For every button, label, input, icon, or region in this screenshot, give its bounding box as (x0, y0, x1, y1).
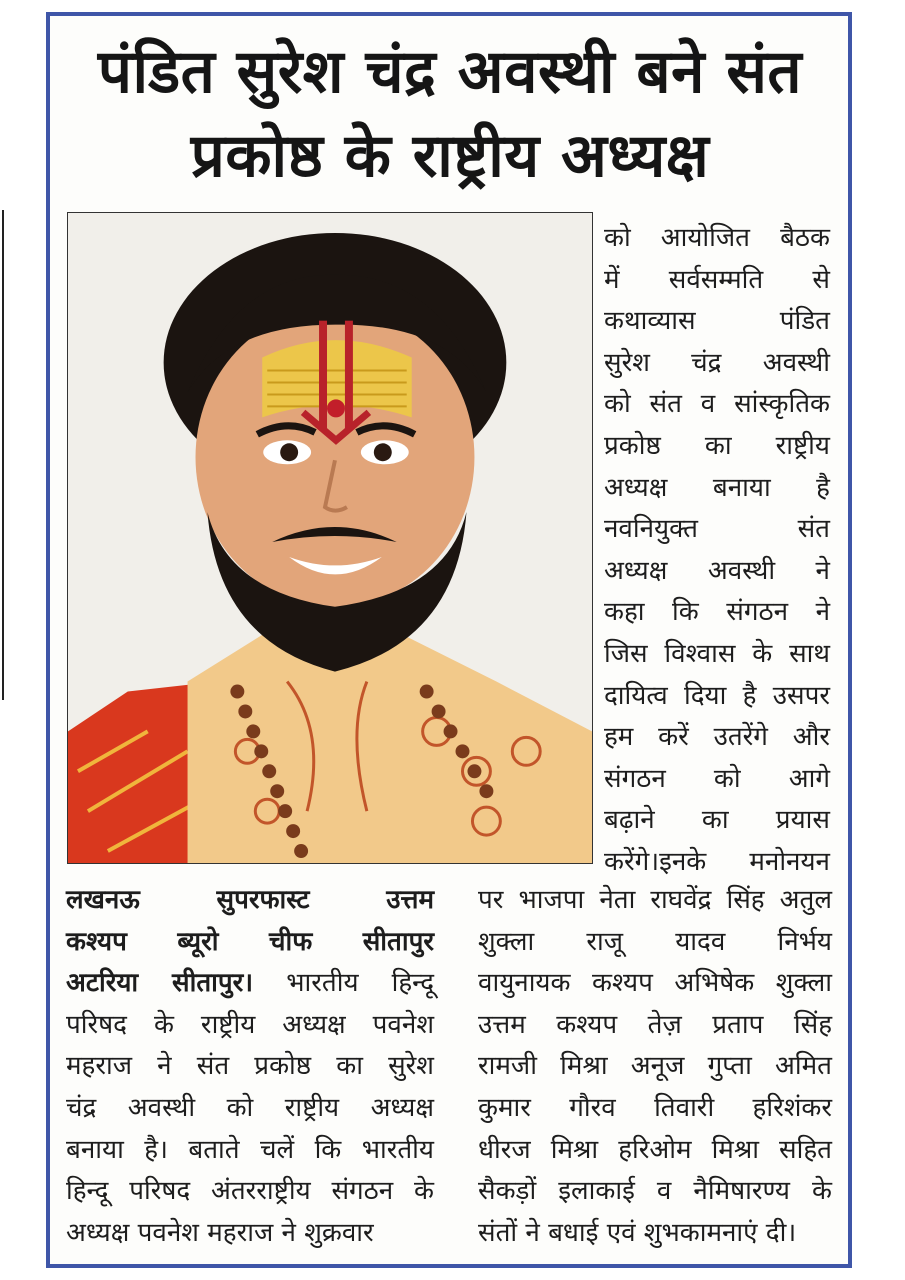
text-line: पर भाजपा नेता राघवेंद्र सिंह अतुल (478, 885, 832, 915)
left-line: परिषद के राष्ट्रीय अध्यक्ष पवनेश (66, 1009, 434, 1040)
text-line: सुरेश चंद्र अवस्थी (604, 347, 830, 378)
text-line: कहा कि संगठन ने (604, 597, 830, 628)
text-line: शुक्ला राजू यादव निर्भय (478, 926, 832, 957)
page-edge-line (2, 210, 4, 700)
text-line: प्रकोष्ठ का राष्ट्रीय (604, 430, 830, 461)
text-line: जिस विश्वास के साथ (604, 638, 830, 669)
text-line: रामजी मिश्रा अनूज गुप्ता अमित (478, 1051, 832, 1082)
text-line: को संत व सांस्कृतिक (604, 389, 830, 420)
text-line: उत्तम कश्यप तेज़ प्रताप सिंह (478, 1009, 832, 1040)
text-line: कुमार गौरव तिवारी हरिशंकर (478, 1092, 832, 1123)
left-line: बनाया है। बताते चलें कि भारतीय (66, 1134, 434, 1165)
dateline-tail: अटरिया सीतापुर। (66, 968, 254, 999)
left-column-text (66, 880, 434, 1254)
article-headline: पंडित सुरेश चंद्र अवस्थी बने संत प्रकोष्ठ के राष्ट्रीय अध्यक्ष (97, 37, 803, 191)
text-line: में सर्वसम्मति से (604, 264, 830, 295)
portrait-illustration (68, 213, 592, 863)
text-line: नवनियुक्त संत (604, 514, 830, 545)
text-line: संतों ने बधाई एवं शुभकामनाएं दी। (478, 1217, 797, 1248)
text-line: वायुनायक कश्यप अभिषेक शुक्ला (478, 968, 832, 999)
text-line: कथाव्यास पंडित (604, 306, 830, 337)
left-line: हिन्दू परिषद अंतरराष्ट्रीय संगठन के (66, 1176, 434, 1207)
text-line: धीरज मिश्रा हरिओम मिश्रा सहित (478, 1134, 832, 1165)
right-column-text (604, 218, 830, 884)
text-line: बढ़ाने का प्रयास (604, 805, 830, 836)
text-line: करेंगे।इनके मनोनयन (604, 846, 830, 877)
text-line: को आयोजित बैठक (604, 223, 830, 253)
bottom-right-column-text (478, 880, 832, 1254)
left-line: चंद्र अवस्थी को राष्ट्रीय अध्यक्ष (66, 1092, 434, 1123)
text-line: सैकड़ों इलाकाई व नैमिषारण्य के (478, 1176, 832, 1207)
portrait-photo (67, 212, 593, 864)
dateline-line-1: लखनऊ सुपरफास्ट उत्तम (66, 885, 434, 915)
text-line: संगठन को आगे (604, 763, 830, 794)
text-line: हम करें उतरेंगे और (604, 722, 830, 753)
left-line: महराज ने संत प्रकोष्ठ का सुरेश (66, 1051, 434, 1082)
left-line: अध्यक्ष पवनेश महराज ने शुक्रवार (66, 1217, 374, 1248)
left-line-first (66, 963, 434, 1005)
dateline-line-2: कश्यप ब्यूरो चीफ सीतापुर (66, 926, 434, 957)
first-line-rest: भारतीय हिन्दू (286, 968, 434, 999)
text-line: दायित्व दिया है उसपर (604, 680, 830, 711)
text-line: अध्यक्ष अवस्थी ने (604, 555, 830, 586)
text-line: अध्यक्ष बनाया है (604, 472, 830, 503)
